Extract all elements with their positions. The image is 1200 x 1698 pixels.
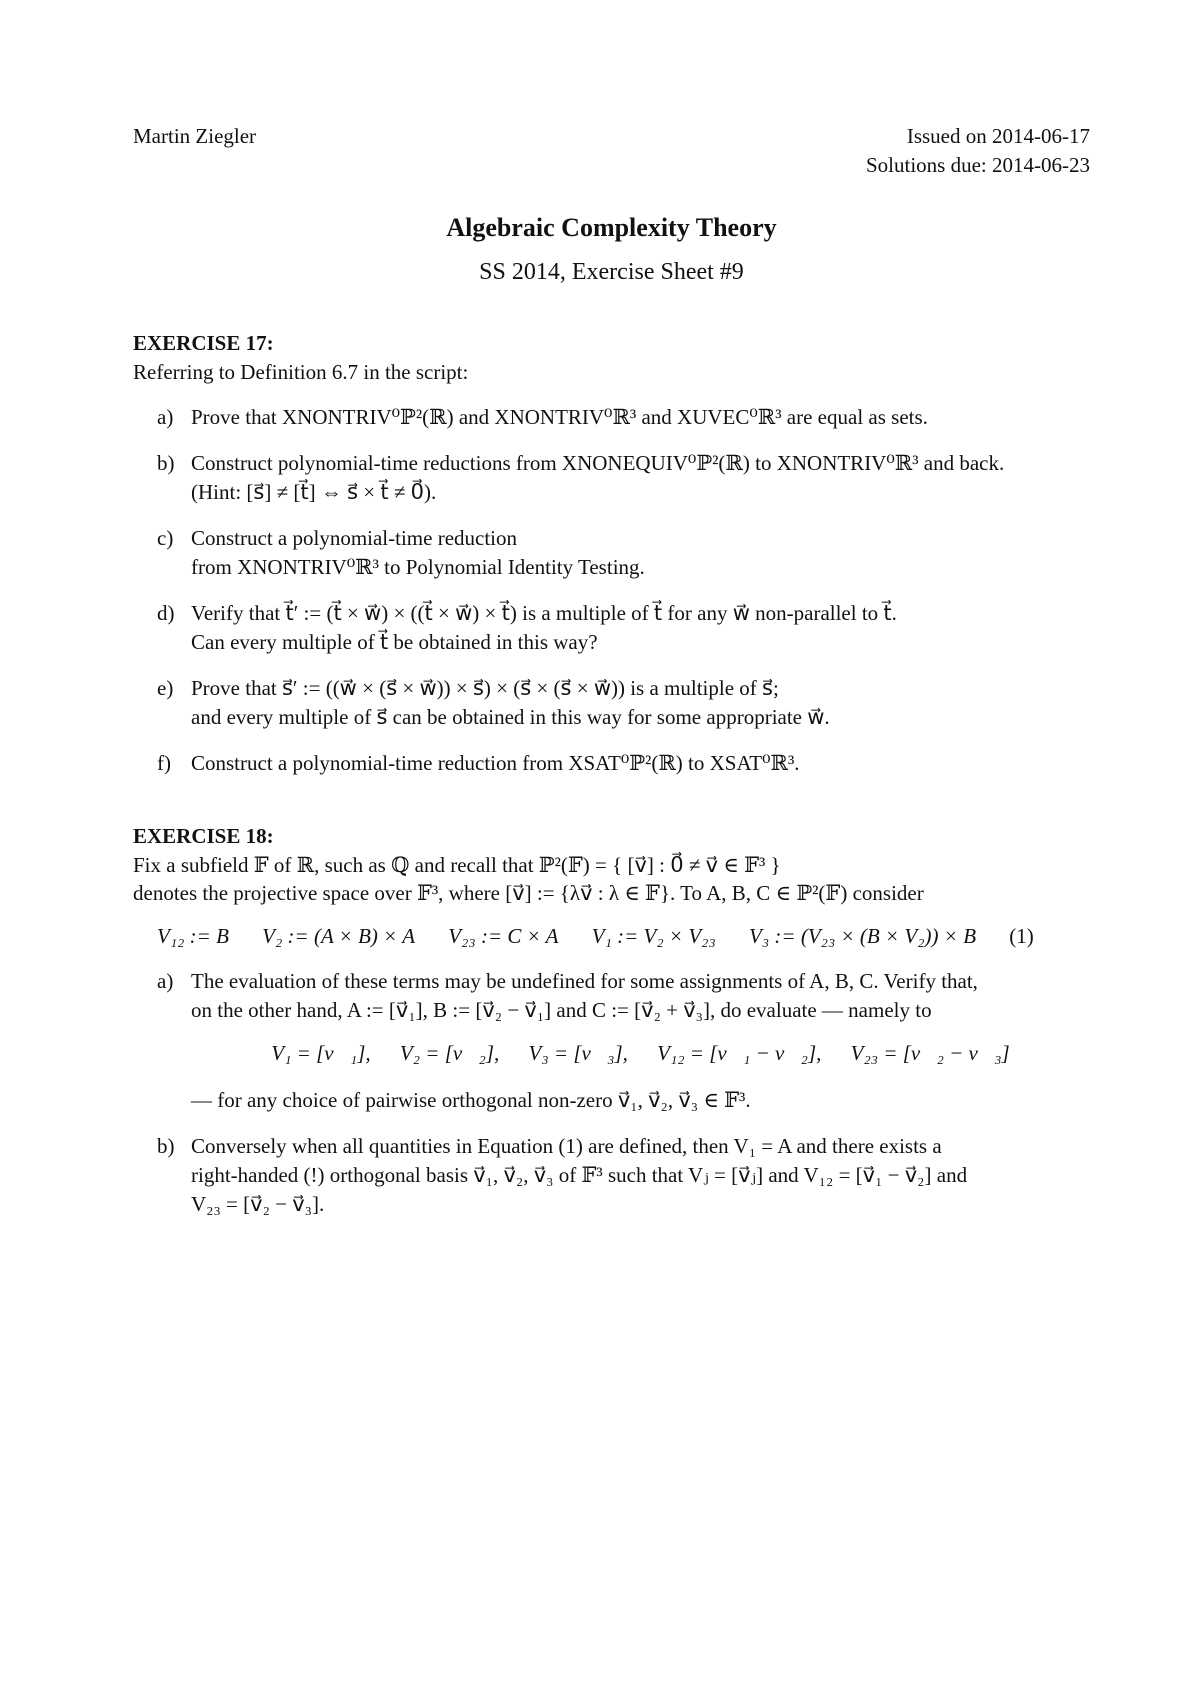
equation-term: V₁ := V₂ × V₂₃ [591,924,716,949]
item-line: and every multiple of s⃗ can be obtained in this way for some appropriate w⃗. [191,704,830,729]
item-line: Prove that XNONTRIV⁰ℙ²(ℝ) and XNONTRIV⁰ℝ³ and XUVEC⁰ℝ³ are equal as sets. [191,404,928,429]
equation-term: V₃ := (V₂₃ × (B × V₂)) × B [749,924,977,949]
issued-date: Issued on 2014-06-17 [906,124,1090,148]
item-line: — for any choice of pairwise orthogonal non-zero v⃗₁, v⃗₂, v⃗₃ ∈ 𝔽³. [191,1088,751,1113]
equation-number: (1) [1009,924,1034,949]
exercise-18-items [133,967,1090,1219]
item-line: Verify that t⃗′ := (t⃗ × w⃗) × ((t⃗ × w⃗) × t⃗) is a multiple of t⃗ for any w⃗ non-parallel to t⃗. [191,600,897,625]
exercise-17-item-a [157,403,1090,432]
equation-1 [157,922,1090,951]
exercise-sheet [133,122,1090,1236]
item-line: Can every multiple of t⃗ be obtained in this way? [191,629,598,654]
item-label: e) [157,675,174,700]
page-title: Algebraic Complexity Theory [446,212,777,242]
item-line: Construct polynomial-time reductions from XNONEQUIV⁰ℙ²(ℝ) to XNONTRIV⁰ℝ³ and back. [191,450,1005,475]
item-line: from XNONTRIV⁰ℝ³ to Polynomial Identity Testing. [191,554,645,579]
exercise-18-intro [133,851,1090,909]
exercise-18-item-a [157,967,1090,1115]
exercise-18-heading: EXERCISE 18: [133,823,274,848]
item-line: V₂₃ = [v⃗₂ − v⃗₃]. [191,1192,325,1217]
equation-term: V₂ := (A × B) × A [262,924,416,949]
equation-term: V₁₂ = [v⃗₁ − v⃗₂], [657,1041,822,1066]
exercise-17-item-f [157,749,1090,778]
equation-term: V₁₂ := B [157,924,229,949]
evaluation-equation [191,1039,1090,1068]
exercise-18-item-b [157,1132,1090,1219]
due-date: Solutions due: 2014-06-23 [866,152,1090,177]
item-line: right-handed (!) orthogonal basis v⃗₁, v⃗₂, v⃗₃ of 𝔽³ such that Vⱼ = [v⃗ⱼ] and V₁₂ = [v⃗₁ − v⃗₂] and [191,1163,968,1188]
item-label: a) [157,969,174,994]
item-line: Prove that s⃗′ := ((w⃗ × (s⃗ × w⃗)) × s⃗) × (s⃗ × (s⃗ × w⃗)) is a multiple of s⃗; [191,675,779,700]
item-label: b) [157,450,175,475]
item-label: b) [157,1134,175,1159]
equation-term: V₃ = [v⃗₃], [528,1041,628,1066]
item-label: d) [157,600,175,625]
item-line: Construct a polynomial-time reduction from XSAT⁰ℙ²(ℝ) to XSAT⁰ℝ³. [191,750,800,775]
item-line: The evaluation of these terms may be undefined for some assignments of A, B, C. Verify that, [191,969,978,994]
item-label: c) [157,525,174,550]
exercise-17-item-c [157,524,1090,582]
equation-term: V₂ = [v⃗₂], [399,1041,500,1066]
item-line: (Hint: [s⃗] ≠ [t⃗] ⇔ s⃗ × t⃗ ≠ 0⃗). [191,479,437,504]
title-block [133,210,1090,289]
item-label: f) [157,750,171,775]
exercise-17-item-e [157,674,1090,732]
exercise-17-intro: Referring to Definition 6.7 in the script: [133,359,469,384]
item-label: a) [157,404,174,429]
intro-line: denotes the projective space over 𝔽³, where [v⃗] := {λv⃗ : λ ∈ 𝔽}. To A, B, C ∈ ℙ²(𝔽) consider [133,881,924,906]
item-line: Construct a polynomial-time reduction [191,525,518,550]
exercise-17-heading: EXERCISE 17: [133,330,274,355]
author: Martin Ziegler [133,124,257,148]
exercise-17-item-d [157,599,1090,657]
exercise-17-items [133,403,1090,778]
item-line: Conversely when all quantities in Equation (1) are defined, then V₁ = A and there exists a [191,1134,942,1159]
equation-term: V₂₃ := C × A [448,924,559,949]
equation-term: V₂₃ = [v⃗₂ − v⃗₃] [850,1041,1010,1066]
exercise-17-item-b [157,449,1090,507]
equation-term: V₁ = [v⃗₁], [271,1041,371,1066]
item-line: on the other hand, A := [v⃗₁], B := [v⃗₂ − v⃗₁] and C := [v⃗₂ + v⃗₃], do evaluate — namely to [191,998,932,1023]
dates [866,122,1090,180]
page-subtitle: SS 2014, Exercise Sheet #9 [479,258,744,285]
header [133,122,1090,180]
intro-line: Fix a subfield 𝔽 of ℝ, such as ℚ and recall that ℙ²(𝔽) = { [v⃗] : 0⃗ ≠ v⃗ ∈ 𝔽³ } [133,852,781,877]
